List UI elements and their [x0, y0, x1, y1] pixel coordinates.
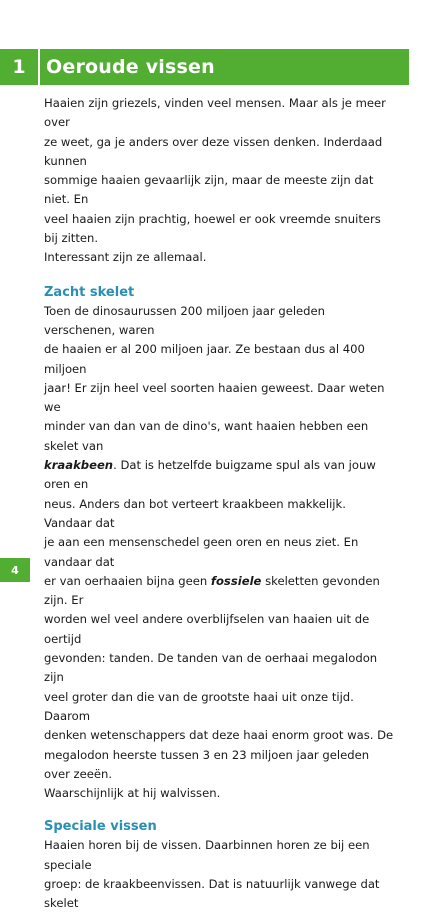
text-line: . Dat is hetzelfde buigzame spul als van jouw oren en — [44, 458, 376, 492]
text-line: Waarschijnlijk at hij walvissen. — [44, 786, 221, 801]
section-paragraph-speciale-vissen — [44, 836, 394, 913]
section-heading-speciale-vissen: Speciale vissen — [44, 819, 157, 835]
text-line: Toen de dinosaurussen 200 miljoen jaar geleden verschenen, waren — [44, 303, 326, 337]
text-line: Haaien horen bij de vissen. Daarbinnen horen ze bij een speciale — [44, 838, 370, 872]
text-line: de haaien er al 200 miljoen jaar. Ze bestaan dus al 400 miljoen — [44, 342, 365, 376]
chapter-header — [0, 49, 409, 85]
body-text — [44, 94, 394, 914]
text-line: groep: de kraakbeenvissen. Dat is natuurlijk vanwege dat skelet — [44, 876, 380, 911]
intro-paragraph — [44, 94, 394, 268]
intro-line: Interessant zijn ze allemaal. — [44, 250, 207, 265]
chapter-title: Oeroude vissen — [46, 56, 215, 78]
text-line: jaar! Er zijn heel veel soorten haaien geweest. Daar weten we — [44, 380, 385, 415]
emphasis-fossiele: fossiele — [210, 573, 262, 588]
text-line: gevonden: tanden. De tanden van de oerhaai megalodon zijn — [44, 651, 378, 685]
text-line: er van oerhaaien bijna geen — [44, 573, 211, 588]
page-number: 4 — [0, 558, 30, 582]
chapter-number: 1 — [0, 49, 40, 85]
section-paragraph-zacht-skelet — [44, 302, 394, 804]
text-line: neus. Anders dan bot verteert kraakbeen makkelijk. Vandaar dat — [44, 496, 346, 530]
text-line: je aan een mensenschedel geen oren en neus ziet. En vandaar dat — [44, 535, 359, 569]
text-line: veel groter dan die van de grootste haai uit onze tijd. Daarom — [44, 689, 354, 723]
text-line: skeletten gevonden zijn. Er — [44, 573, 380, 608]
intro-line: veel haaien zijn prachtig, hoewel er ook vreemde snuiters bij zitten. — [44, 211, 381, 246]
emphasis-kraakbeen: kraakbeen — [44, 458, 114, 473]
text-line: worden wel veel andere overblijfselen van haaien uit de oertijd — [44, 612, 370, 646]
intro-line: Haaien zijn griezels, vinden veel mensen. Maar als je meer over — [44, 96, 386, 130]
text-line: megalodon heerste tussen 3 en 23 miljoen jaar geleden over zeeën. — [44, 747, 370, 781]
text-line: minder van dan van de dino's, want haaien hebben een skelet van — [44, 419, 369, 453]
section-heading-zacht-skelet: Zacht skelet — [44, 284, 135, 300]
intro-line: sommige haaien gevaarlijk zijn, maar de meeste zijn dat niet. En — [44, 173, 374, 207]
text-line: denken wetenschappers dat deze haai enorm groot was. De — [44, 728, 394, 743]
intro-line: ze weet, ga je anders over deze vissen denken. Inderdaad kunnen — [44, 134, 383, 168]
